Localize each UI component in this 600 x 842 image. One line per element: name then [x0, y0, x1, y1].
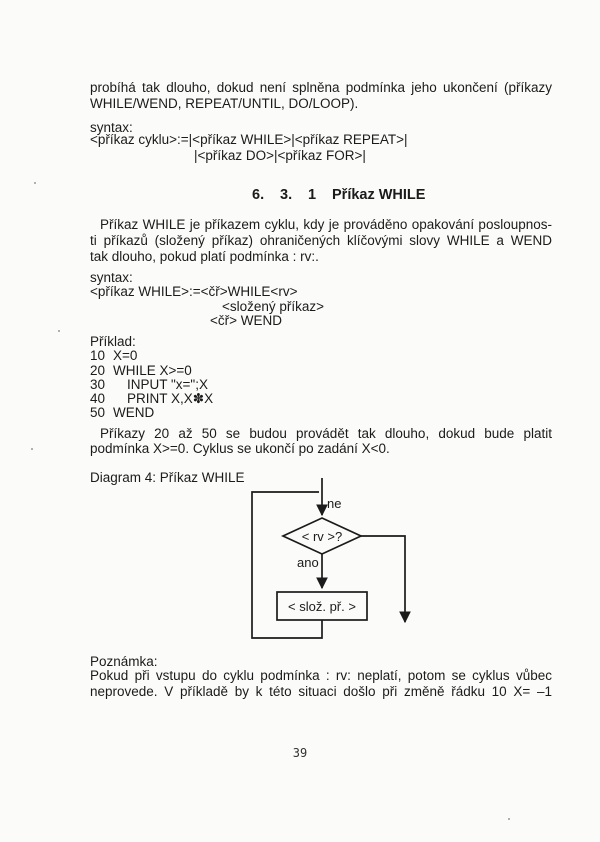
scan-speck	[508, 818, 510, 820]
intro-line-2: WHILE/WEND, REPEAT/UNTIL, DO/LOOP).	[90, 96, 359, 111]
example-line-num-1: 10	[90, 348, 106, 363]
intro-line-1: probíhá tak dlouho, dokud není splněna podmínka jeho ukončení (příkazy	[90, 80, 552, 95]
example-line-code-2: WHILE X>=0	[113, 363, 192, 378]
section-number-1: 6.	[252, 187, 265, 203]
para1-line-3: tak dlouho, pokud platí podmínka : rv:.	[90, 249, 319, 264]
section-number-2: 3.	[280, 187, 293, 203]
yes-label: ano	[297, 555, 319, 570]
syntax-line-1: <příkaz cyklu>:=|<příkaz WHILE>|<příkaz REPEAT>|	[90, 132, 408, 147]
syntax-line-2: |<příkaz DO>|<příkaz FOR>|	[194, 148, 366, 163]
no-label: ne	[327, 496, 342, 511]
note-label: Poznámka:	[90, 654, 158, 669]
condition-label: < rv >?	[301, 529, 343, 544]
scan-speck	[34, 182, 36, 184]
page-number: 39	[292, 746, 308, 760]
example-label: Příklad:	[90, 334, 136, 349]
syntax-label: syntax:	[90, 120, 133, 135]
para1-line-2: ti příkazů (složený příkaz) ohraničených klíčovými slovy WHILE a WEND	[90, 233, 552, 248]
diagram-caption: Diagram 4: Příkaz WHILE	[90, 470, 245, 485]
example-line-code-5: WEND	[113, 405, 155, 420]
note-line-1: Pokud při vstupu do cyklu podmínka : rv: neplatí, potom se cyklus vůbec	[90, 668, 552, 683]
body-label: < slož. př. >	[288, 599, 356, 614]
scan-speck	[58, 330, 60, 332]
example-line-num-3: 30	[90, 377, 106, 392]
syntax2-line-1: <příkaz WHILE>:=<čř>WHILE<rv>	[90, 284, 298, 299]
example-line-code-4: PRINT X,X✽X	[127, 391, 214, 406]
example-line-num-2: 20	[90, 363, 106, 378]
para2-line-1: Příkazy 20 až 50 se budou provádět tak dlouho, dokud bude platit	[100, 426, 552, 441]
para2-line-2: podmínka X>=0. Cyklus se ukončí po zadání X<0.	[90, 441, 390, 456]
section-number-3: 1	[308, 187, 317, 203]
example-line-code-1: X=0	[113, 348, 138, 363]
note-line-2: neprovede. V příkladě by k této situaci došlo při změně řádku 10 X= –1	[90, 684, 552, 699]
syntax2-label: syntax:	[90, 270, 133, 285]
section-title: Příkaz WHILE	[332, 187, 426, 203]
example-line-code-3: INPUT "x=";X	[127, 377, 208, 392]
syntax2-line-2: <složený příkaz>	[222, 299, 325, 314]
example-line-num-4: 40	[90, 391, 106, 406]
scan-speck	[31, 448, 33, 450]
para1-line-1: Příkaz WHILE je příkazem cyklu, kdy je prováděno opakování posloupnos-	[100, 217, 552, 232]
syntax2-line-3: <čř> WEND	[210, 313, 283, 328]
example-line-num-5: 50	[90, 405, 106, 420]
